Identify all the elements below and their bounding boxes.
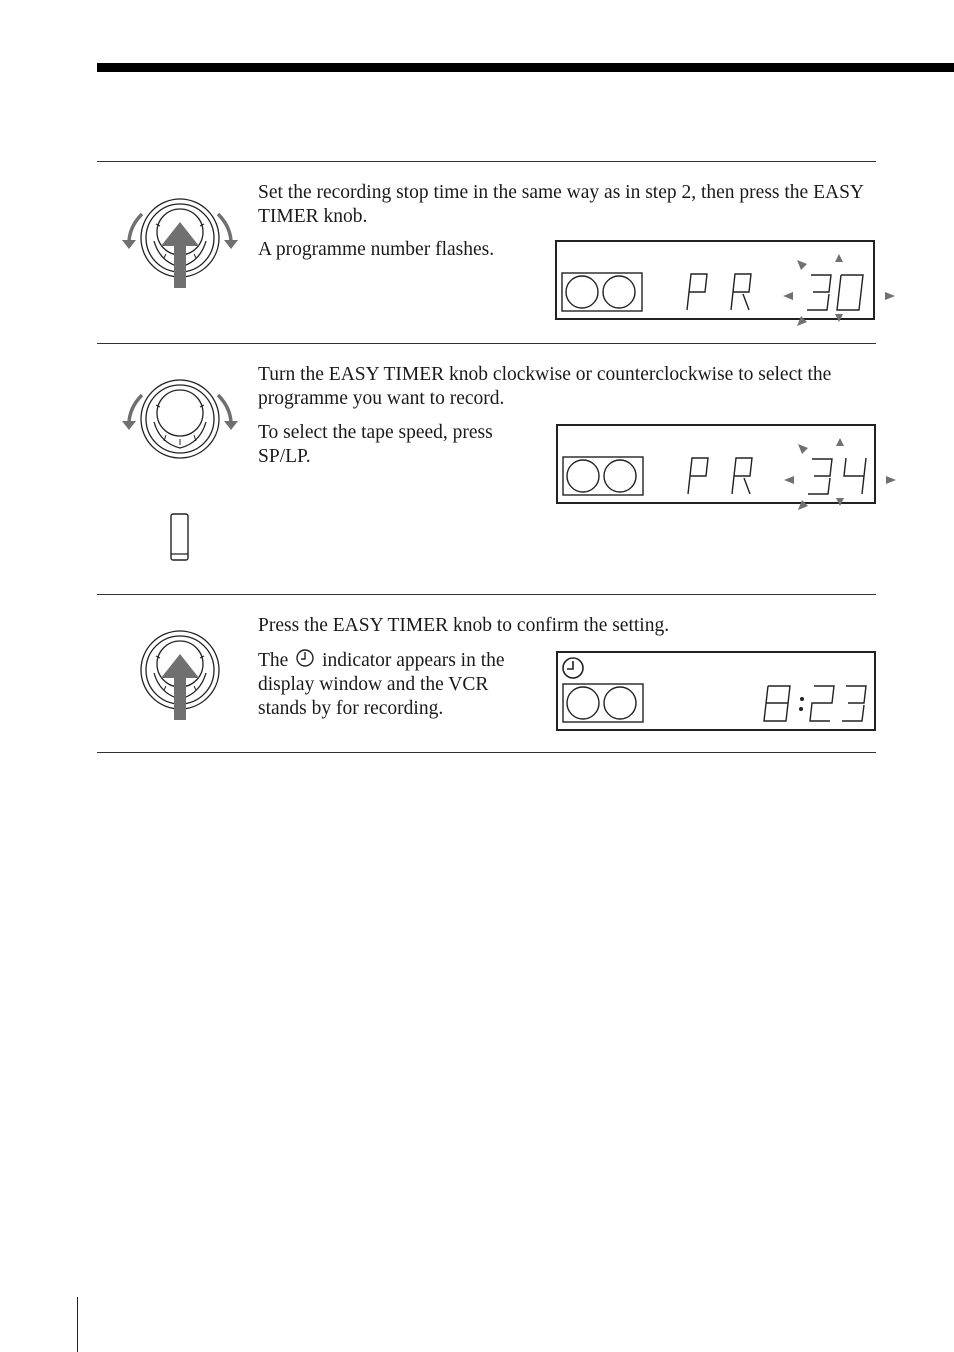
step-divider	[97, 343, 876, 344]
sp-lp-button-icon	[169, 512, 191, 564]
step-divider	[97, 752, 876, 753]
step-1-note: A programme number flashes.	[258, 239, 495, 260]
vcr-display-window	[556, 651, 876, 731]
clock-icon	[295, 648, 315, 668]
vcr-display-window	[555, 240, 875, 320]
step-3-note-before: The	[258, 650, 294, 671]
step-2-note: To select the tape speed, press SP/LP.	[258, 422, 493, 467]
header-bar	[97, 63, 954, 72]
step-3-instruction: Press the EASY TIMER knob to confirm the setting.	[258, 615, 670, 636]
page-margin-line	[77, 1297, 78, 1352]
flashing-indicator-arrows	[784, 438, 896, 510]
step-1-instruction: Set the recording stop time in the same way as in step 2, then press the EASY TIMER knob.	[258, 182, 864, 227]
step-2-instruction: Turn the EASY TIMER knob clockwise or counterclockwise to select the programme you want to record.	[258, 364, 832, 409]
timer-clock-icon	[563, 658, 583, 678]
step-3-note-after: indicator appears in the display window and the VCR stands by for recording.	[258, 650, 505, 719]
step-divider	[97, 594, 876, 595]
step-divider	[97, 161, 876, 162]
display-segments	[687, 274, 863, 310]
vcr-display-window	[556, 424, 876, 504]
display-time-segments	[764, 686, 866, 721]
step-3-note	[258, 648, 538, 721]
display-segments	[688, 458, 866, 494]
easy-timer-knob-press-icon	[120, 196, 240, 296]
easy-timer-knob-turn-icon	[120, 377, 240, 467]
easy-timer-knob-press-icon	[120, 628, 240, 728]
